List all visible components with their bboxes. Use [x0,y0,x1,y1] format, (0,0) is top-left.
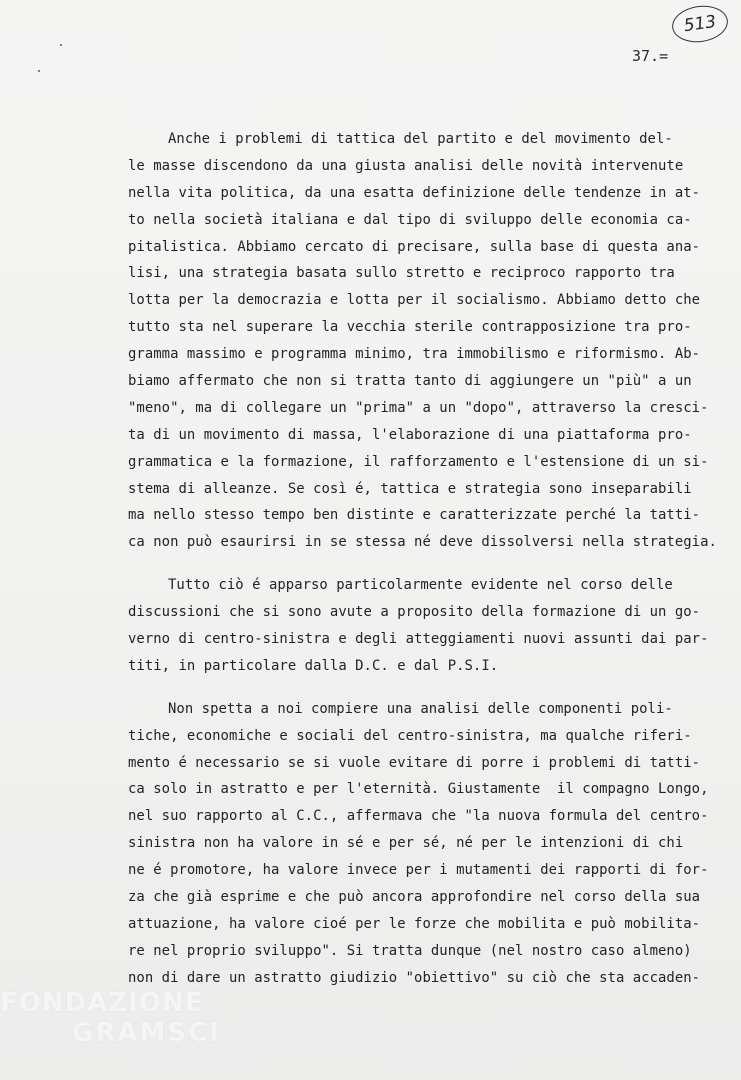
watermark-line-1: FONDAZIONE [0,988,204,1018]
text-line: Anche i problemi di tattica del partito e del movimento del- [168,131,673,147]
text-line: Non spetta a noi compiere una analisi delle componenti poli- [168,700,673,717]
fondazione-gramsci-watermark [0,990,260,1046]
text-line: le masse discendono da una giusta analisi delle novità intervenute [128,157,684,174]
text-line: Tutto ciò é apparso particolarmente evidente nel corso delle [168,577,673,594]
document-body [128,126,722,1008]
text-line: discussioni che si sono avute a proposito della formazione di un go- [128,604,701,621]
archive-number: 513 [682,11,718,37]
text-line: ca non può esaurirsi in se stessa né deve dissolversi nella strategia. [128,534,717,551]
text-line: ma nello stesso tempo ben distinte e caratterizzate perché la tatti- [128,507,701,524]
text-line: attuazione, ha valore cioé per le forze che mobilita e può mobilita- [128,915,701,932]
text-line: nel suo rapporto al C.C., affermava che "la nuova formula del centro- [128,808,709,825]
text-line: verno di centro-sinistra e degli atteggiamenti nuovi assunti dai par- [128,631,709,648]
text-line: za che già esprime e che può ancora approfondire nel corso della sua [128,889,701,906]
text-line: re nel proprio sviluppo". Si tratta dunque (nel nostro caso almeno) [128,942,692,959]
paper-speck [38,70,40,72]
text-line: ne é promotore, ha valore invece per i mutamenti dei rapporti di for- [128,862,709,879]
archive-number-stamp [670,2,730,45]
watermark-line-2: GRAMSCI [72,1018,221,1048]
text-line: ta di un movimento di massa, l'elaborazione di una piattaforma pro- [128,426,692,443]
text-line: stema di alleanze. Se così é, tattica e strategia sono inseparabili [128,480,692,497]
paper-speck [60,44,62,46]
text-line: grammatica e la formazione, il rafforzamento e l'estensione di un si- [128,453,709,470]
text-line: to nella società italiana e dal tipo di sviluppo delle economia ca- [128,211,692,228]
text-line: gramma massimo e programma minimo, tra immobilismo e riformismo. Ab- [128,346,701,363]
text-line: lisi, una strategia basata sullo stretto e reciproco rapporto tra [128,265,675,282]
text-line: non di dare un astratto giudizio "obiettivo" su ciò che sta accaden- [128,969,701,986]
text-line: tutto sta nel superare la vecchia sterile contrapposizione tra pro- [128,319,692,336]
text-line: "meno", ma di collegare un "prima" a un "dopo", attraverso la cresci- [128,399,709,416]
text-line: titi, in particolare dalla D.C. e dal P.S.I. [128,657,499,674]
text-line: biamo affermato che non si tratta tanto di aggiungere un "più" a un [128,373,692,390]
text-line: sinistra non ha valore in sé e per sé, né per le intenzioni di chi [128,835,684,852]
text-line: tiche, economiche e sociali del centro-sinistra, ma qualche riferi- [128,727,692,744]
text-line: pitalistica. Abbiamo cercato di precisare, sulla base di questa ana- [128,238,701,255]
text-line: mento é necessario se si vuole evitare di porre i problemi di tatti- [128,754,701,771]
text-line: nella vita politica, da una esatta definizione delle tendenze in at- [128,184,701,201]
text-line: ca solo in astratto e per l'eternità. Giustamente il compagno Longo, [128,781,709,798]
paragraph [128,572,722,680]
paragraph [128,696,722,992]
text-line: lotta per la democrazia e lotta per il socialismo. Abbiamo detto che [128,292,701,309]
paragraph [128,126,722,556]
page-number: 37.= [632,47,669,65]
